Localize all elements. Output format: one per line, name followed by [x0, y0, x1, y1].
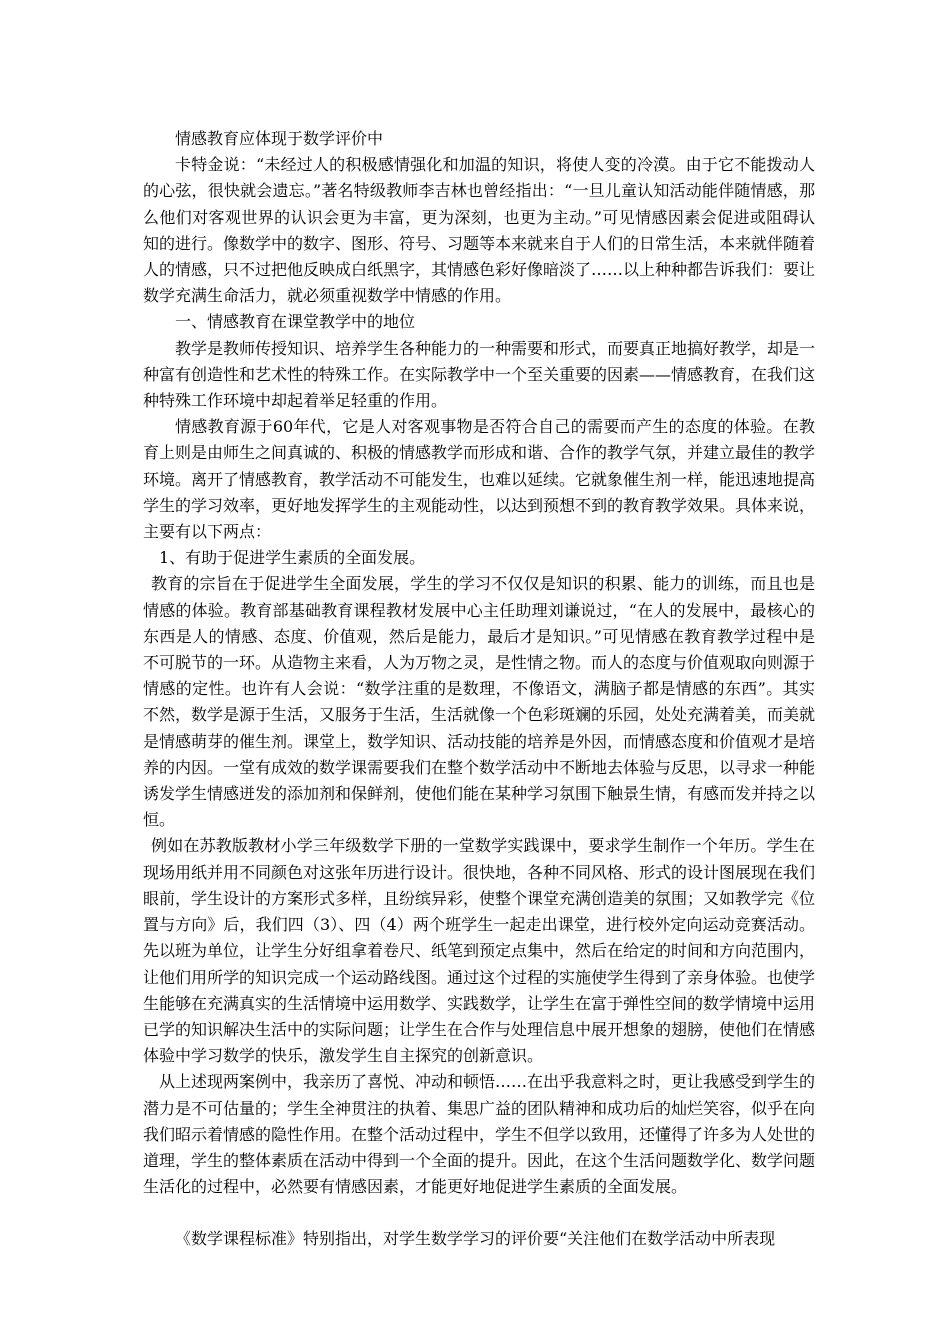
paragraph-origin: 情感教育源于60年代，它是人对客观事物是否符合自己的需要而产生的态度的体验。在教育上则是由师生之间真诚的、积极的情感教学而形成和谐、合作的教学气氛，并建立最佳的教学环境。离开了情感教育，教学活动不可能发生，也难以延续。它就象催生剂一样，能迅速地提高学生的学习效率，更好地发挥学生的主观能动性，以达到预想不到的教育教学效果。具体来说，主要有以下两点： — [143, 417, 816, 542]
paragraph-teaching: 教学是教师传授知识、培养学生各种能力的一种需要和形式，而要真正地搞好教学，却是一种富有创造性和艺术性的特殊工作。在实际教学中一个至关重要的因素——情感教育，在我们这种特殊工作环境中却起着举足轻重的作用。 — [143, 338, 816, 411]
paragraph-intro: 卡特金说：“未经过人的积极感情强化和加温的知识，将使人变的冷漠。由于它不能拨动人的心弦，很快就会遗忘。”著名特级教师李吉林也曾经指出：“一旦儿童认知活动能伴随情感，那么他们对客观世界的认识会更为丰富，更为深刻，也更为主动。”可见情感因素会促进或阻碍认知的进行。像数学中的数字、图形、符号、习题等本来就来自于人们的日常生活，本来就伴随着人的情感，只不过把他反映成白纸黑字，其情感色彩好像暗淡了……以上种种都告诉我们：要让数学充满生命活力，就必须重视数学中情感的作用。 — [143, 155, 816, 306]
paragraph-example: 例如在苏教版教材小学三年级数学下册的一堂数学实践课中，要求学生制作一个年历。学生在现场用纸并用不同颜色对这张年历进行设计。很快地，各种不同风格、形式的设计图展现在我们眼前，学生设计的方案形式多样，且纷缤异彩，使整个课堂充满创造美的氛围；又如教学完《位置与方向》后，我们四（3）、四（4）两个班学生一起走出课堂，进行校外定向运动竞赛活动。先以班为单位，让学生分好组拿着卷尺、纸笔到预定点集中，然后在给定的时间和方向范围内，让他们用所学的知识完成一个运动路线图。通过这个过程的实施使学生得到了亲身体验。也使学生能够在充满真实的生活情境中运用数学、实践数学，让学生在富于弹性空间的数学情境中运用已学的知识解决生活中的实际问题；让学生在合作与处理信息中展开想象的翅膀，使他们在情感体验中学习数学的快乐，激发学生自主探究的创新意识。 — [143, 836, 816, 1066]
paragraph-standard: 《数学课程标准》特别指出，对学生数学学习的评价要“关注他们在数学活动中所表现 — [175, 1229, 776, 1249]
subsection-heading-1: 1、有助于促进学生素质的全面发展。 — [159, 548, 426, 568]
paragraph-gap — [143, 1200, 815, 1226]
document-title: 情感教育应体现于数学评价中 — [175, 129, 384, 148]
paragraph-reflection: 从上述现两案例中，我亲历了喜悦、冲动和顿悟……在出乎我意料之时，更让我感受到学生的潜力是不可估量的；学生全神贯注的执着、集思广益的团队精神和成功后的灿烂笑容，似乎在向我们昭示着情感的隐性作用。在整个活动过程中，学生不但学以致用，还懂得了许多为人处世的道理，学生的整体素质在活动中得到一个全面的提升。因此，在这个生活问题数学化、数学问题生活化的过程中，必然要有情感因素，才能更好地促进学生素质的全面发展。 — [143, 1072, 816, 1197]
paragraph-purpose: 教育的宗旨在于促进学生全面发展，学生的学习不仅仅是知识的积累、能力的训练，而且也是情感的体验。教育部基础教育课程教材发展中心主任助理刘谦说过，“在人的发展中，最核心的东西是人的情感、态度、价值观，然后是能力，最后才是知识。”可见情感在教育教学过程中是不可脱节的一环。从造物主来看，人为万物之灵，是性情之物。而人的态度与价值观取向则源于情感的定性。也许有人会说：“数学注重的是数理，不像语文，满脑子都是情感的东西”。其实不然，数学是源于生活，又服务于生活，生活就像一个色彩斑斓的乐园，处处充满着美，而美就是情感萌芽的催生剂。课堂上，数学知识、活动技能的培养是外因，而情感态度和价值观才是培养的内因。一堂有成效的数学课需要我们在整个数学活动中不断地去体验与反思，以寻求一种能诱发学生情感迸发的添加剂和保鲜剂，使他们能在某种学习氛围下触景生情，有感而发并持之以恒。 — [143, 574, 816, 830]
section-heading-1: 一、情感教育在课堂教学中的地位 — [175, 312, 416, 332]
document-body — [143, 126, 815, 1253]
